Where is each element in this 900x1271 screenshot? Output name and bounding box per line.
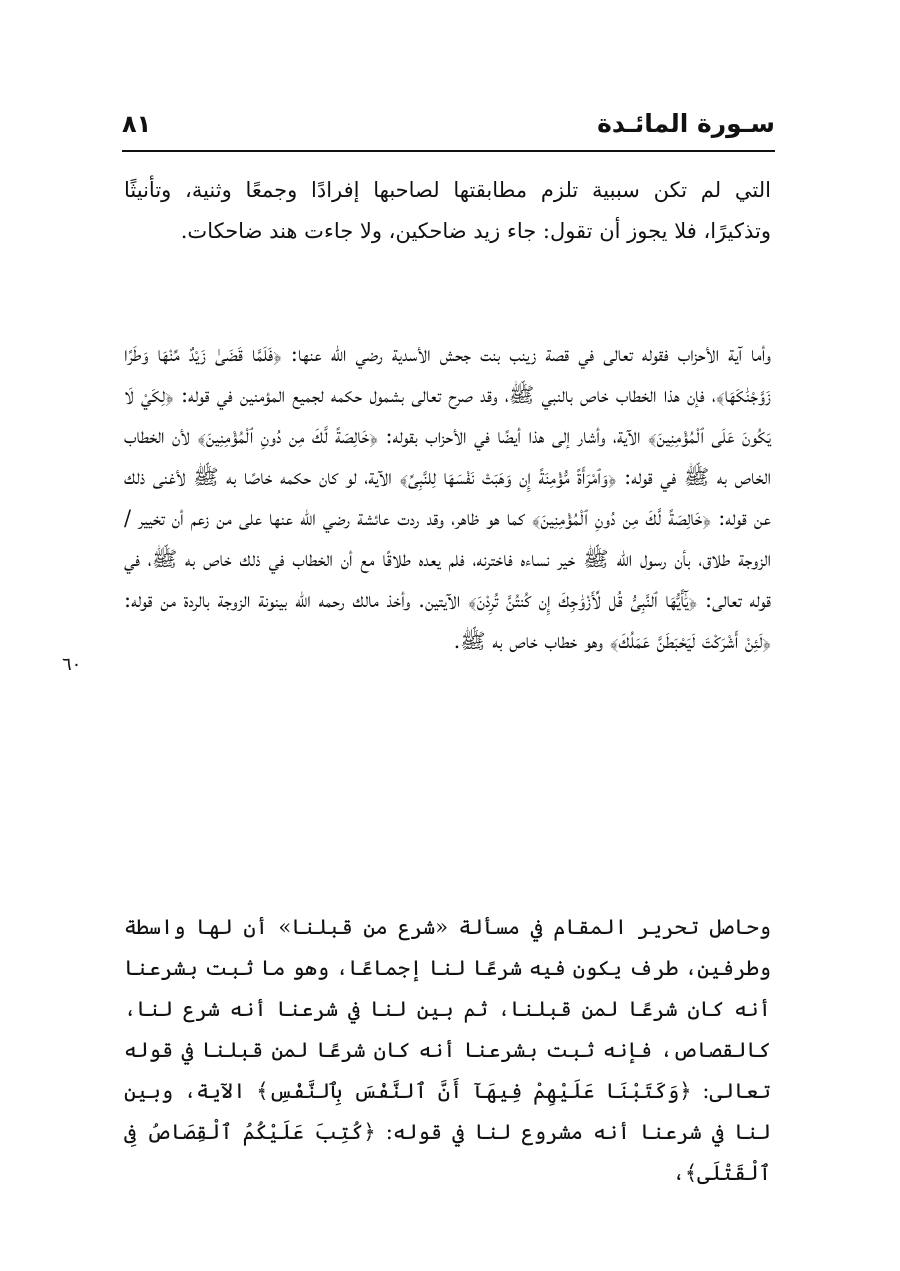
running-header [122, 98, 775, 152]
chapter-title: سـورة المائـدة [597, 109, 775, 138]
page-number: ٨١ [122, 110, 152, 138]
paragraph-1: التي لم تكن سببية تلزم مطابقتها لصاحبها إفرادًا وجمعًا وثنية، وتأنيثًا وتذكيرًا، فلا يجوز أن تقول: جاء زيد ضاحكين، ولا جاءت هند ضاحكات. [124, 178, 771, 243]
paragraph-3: وحاصل تحرير المقام في مسألة «شرع من قبلنا» أن لها واسطة وطرفين، طرف يكون فيه شرعًا لنا إجماعًا، وهو ما ثبت بشرعنا أنه كان شرعًا لمن قبلنا، ثم بين لنا في شرعنا أنه شرع لنا، كالقصاص، فإنه ثبت بشرعنا أنه كان شرعًا لمن قبلنا في قوله تعالى: ﴿وَكَتَبْنَا عَلَيْهِمْ فِيهَآ أَنَّ ٱلنَّفْسَ بِٱلنَّفْسِ﴾ الآية، وبين لنا في شرعنا أنه مشروع لنا في قوله: ﴿كُتِبَ عَلَيْكُمُ ٱلْقِصَاصُ فِى ٱلْقَتْلَى﴾، [124, 915, 771, 1185]
margin-page-reference: ٦٠ [62, 654, 82, 675]
paragraph-2: وأما آية الأحزاب فقوله تعالى في قصة زينب بنت جحش الأسدية رضي الله عنها: ﴿فَلَمَّا قَضَىٰ زَيْدٌ مِّنْهَا وَطَرًا زَوَّجْنَٰكَهَا﴾، فإن هذا الخطاب خاص بالنبي ﷺ، وقد صرح تعالى بشمول حكمه لجميع المؤمنين في قوله: ﴿لِكَيْ لَا يَكُونَ عَلَى ٱلْمُؤْمِنِينَ﴾ الآية، وأشار إلى هذا أيضًا في الأحزاب بقوله: ﴿خَالِصَةً لَّكَ مِن دُونِ ٱلْمُؤْمِنِينَ﴾ لأن الخطاب الخاص به ﷺ في قوله: ﴿وَٱمْرَأَةً مُّؤْمِنَةً إِن وَهَبَتْ نَفْسَهَا لِلنَّبِىِّ﴾ الآية، لو كان حكمه خاصًا به ﷺ لأغنى ذلك عن قوله: ﴿خَالِصَةً لَّكَ مِن دُونِ ٱلْمُؤْمِنِينَ﴾ كما هو ظاهر، وقد ردت عائشة رضي الله عنها على من زعم أن تخيير / الزوجة طلاق، بأن رسول الله ﷺ خير نساءه فاخترنه، فلم يعده طلاقًا مع أن الخطاب في ذلك خاص به ﷺ، في قوله تعالى: ﴿يَٰٓأَيُّهَا ٱلنَّبِىُّ قُل لِّأَزْوَٰجِكَ إِن كُنتُنَّ تُرِدْنَ﴾ الآيتين. وأخذ مالك رحمه الله بينونة الزوجة بالردة من قوله: ﴿لَئِنْ أَشْرَكْتَ لَيَحْبَطَنَّ عَمَلُكَ﴾ وهو خطاب خاص به ﷺ. [124, 342, 771, 653]
